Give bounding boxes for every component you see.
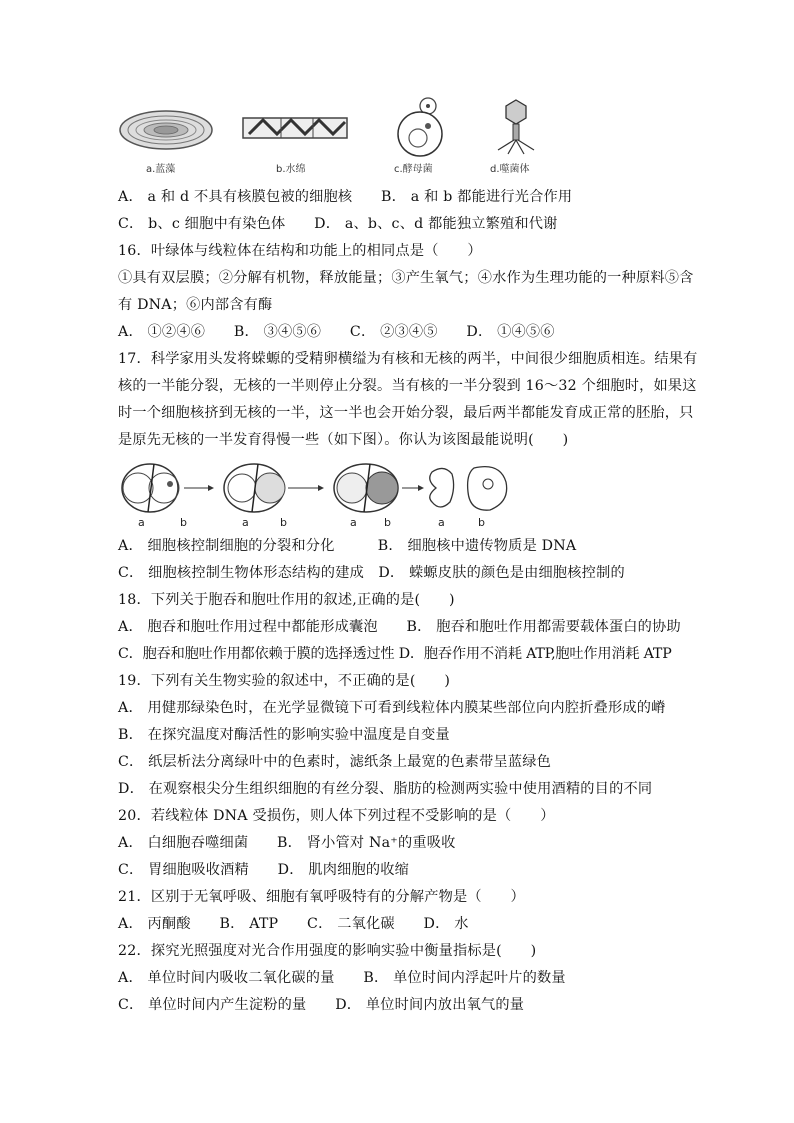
embryo-label-b2: b (280, 516, 287, 529)
q18-options-ab: A． 胞吞和胞吐作用过程中都能形成囊泡 B． 胞吞和胞吐作用都需要载体蛋白的协助 (118, 619, 681, 635)
q15-options-cd: C． b、c 细胞中有染色体 D． a、b、c、d 都能独立繁殖和代谢 (118, 216, 558, 232)
q16-list-line1: ①具有双层膜；②分解有机物，释放能量；③产生氧气；④水作为生理功能的一种原料⑤含 (118, 270, 694, 286)
q22-options-cd: C． 单位时间内产生淀粉的量 D． 单位时间内放出氧气的量 (118, 997, 525, 1013)
embryo-label-a1: a (138, 516, 145, 529)
q20-options-cd: C． 胃细胞吸收酒精 D． 肌肉细胞的收缩 (118, 862, 410, 878)
stage-3-egg (334, 464, 398, 512)
q15-options-ab: A． a 和 d 不具有核膜包被的细胞核 B． a 和 b 都能进行光合作用 (118, 189, 573, 205)
q18-stem: 18．下列关于胞吞和胞吐作用的叙述,正确的是( ) (118, 592, 455, 608)
embryo-label-a3: a (350, 516, 357, 529)
q17-stem-line4: 是原先无核的一半发育得慢一些（如下图）。你认为该图最能说明( ) (118, 432, 569, 448)
q16-list-line2: 有 DNA；⑥内部含有酶 (118, 297, 273, 313)
q19-option-d: D． 在观察根尖分生组织细胞的有丝分裂、脂肪的检测两实验中使用酒精的目的不同 (118, 781, 653, 797)
yeast-drawing (394, 96, 454, 158)
embryo-label-a2: a (242, 516, 249, 529)
q19-option-c: C． 纸层析法分离绿叶中的色素时，滤纸条上最宽的色素带呈蓝绿色 (118, 754, 552, 770)
stage-2-egg (224, 464, 285, 512)
figure1-caption-b: b.水绵 (276, 164, 306, 175)
embryo-figure (118, 462, 518, 532)
spirogyra-drawing (241, 114, 351, 144)
q22-options-ab: A． 单位时间内吸收二氧化碳的量 B． 单位时间内浮起叶片的数量 (118, 970, 566, 986)
cyanobacteria-drawing (118, 106, 218, 156)
embryo-label-b1: b (180, 516, 187, 529)
q18-options-cd: C．胞吞和胞吐作用都依赖于膜的选择透过性 D．胞吞作用不消耗 ATP,胞吐作用消耗 ATP (118, 646, 672, 662)
q17-options-cd: C． 细胞核控制生物体形态结构的建成 D． 蝾螈皮肤的颜色是由细胞核控制的 (118, 565, 625, 581)
q17-options-ab: A． 细胞核控制细胞的分裂和分化 B． 细胞核中遗传物质是 DNA (118, 538, 577, 554)
embryo-label-b4: b (478, 516, 485, 529)
figure1-caption-a: a.蓝藻 (146, 164, 176, 175)
stage-1-egg (122, 464, 179, 512)
q17-stem-line1: 17．科学家用头发将蝾螈的受精卵横缢为有核和无核的两半，中间很少细胞质相连。结果有 (118, 351, 698, 367)
q20-options-ab: A． 白细胞吞噬细菌 B． 肾小管对 Na⁺的重吸收 (118, 835, 456, 851)
q16-stem: 16．叶绿体与线粒体在结构和功能上的相同点是（ ） (118, 243, 482, 259)
figure1-caption-d: d.噬菌体 (490, 164, 530, 175)
q22-stem: 22．探究光照强度对光合作用强度的影响实验中衡量指标是( ) (118, 943, 537, 959)
figure1-caption-c: c.酵母菌 (394, 164, 433, 175)
embryo-label-a4: a (438, 516, 445, 529)
q17-stem-line3: 时一个细胞核挤到无核的一半，这一半也会开始分裂，最后两半都能发育成正常的胚胎，只 (118, 405, 694, 421)
q19-option-b: B． 在探究温度对酶活性的影响实验中温度是自变量 (118, 727, 450, 743)
embryo-diagram (118, 462, 518, 517)
bacteriophage-drawing (486, 98, 546, 158)
q16-options: A． ①②④⑥ B． ③④⑤⑥ C． ②③④⑤ D． ①④⑤⑥ (118, 324, 555, 340)
embryo-label-b3: b (384, 516, 391, 529)
organisms-figure (116, 96, 556, 176)
q17-stem-line2: 核的一半能分裂，无核的一半则停止分裂。当有核的一半分裂到 16～32 个细胞时，如果这 (118, 378, 697, 394)
stage-4-embryos (430, 467, 507, 511)
q19-option-a: A． 用健那绿染色时，在光学显微镜下可看到线粒体内膜某些部位向内腔折叠形成的嵴 (118, 700, 666, 716)
q19-stem: 19．下列有关生物实验的叙述中，不正确的是( ) (118, 673, 451, 689)
q21-stem: 21．区别于无氧呼吸、细胞有氧呼吸特有的分解产物是（ ） (118, 889, 525, 905)
q20-stem: 20．若线粒体 DNA 受损伤，则人体下列过程不受影响的是（ ） (118, 808, 555, 824)
q21-options: A． 丙酮酸 B． ATP C． 二氧化碳 D． 水 (118, 916, 469, 932)
